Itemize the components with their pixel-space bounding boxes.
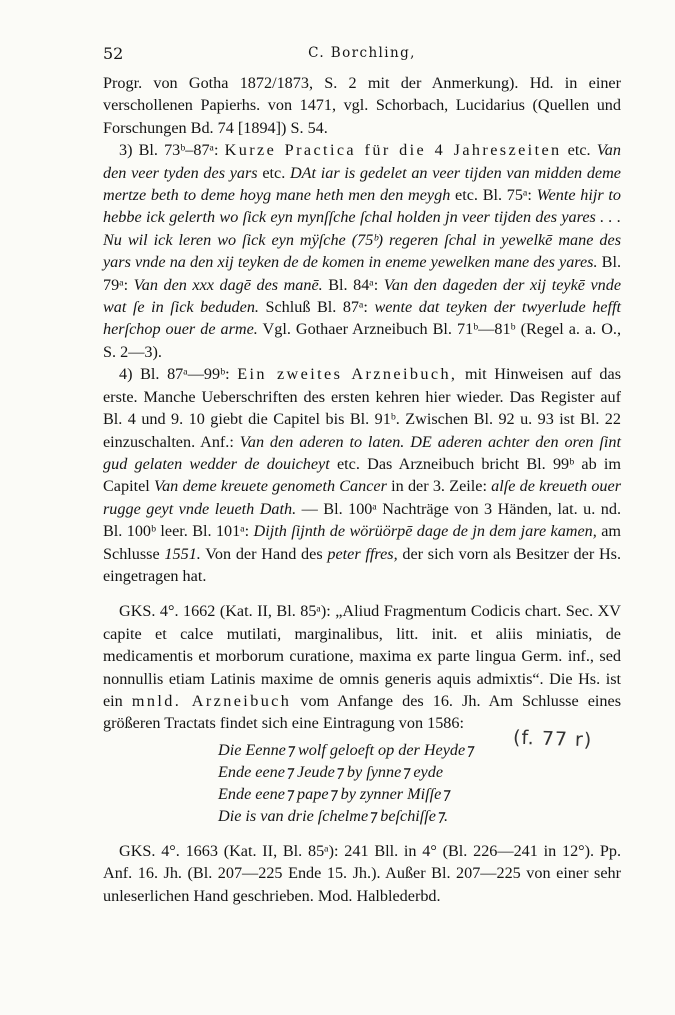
paragraph-1: Progr. von Gotha 1872/1873, S. 2 mit der Anmerkung). Hd. in einer verschollenen Papierhs. von 1471, vgl. Schorbach, Lucidarius (Quellen und Forschungen Bd. 74 [1894]) S. 54.	[103, 74, 621, 137]
verse-quote	[218, 739, 621, 827]
verse-line: Ende eene⁊ pape⁊ by zynner Miſſe⁊	[218, 784, 450, 803]
handwritten-margin-note: (f. 77 r)	[512, 726, 593, 752]
page-header	[103, 44, 621, 66]
paragraph-gks-1663: GKS. 4°. 1663 (Kat. II, Bl. 85ᵃ): 241 Bll. in 4° (Bl. 226—241 in 12°). Pp. Anf. 16. Jh. (Bl. 207—225 Ende 15. Jh.). Außer Bl. 207—225 von einer sehr unleserlichen Hand geschrieben. Mod. Halblederbd.	[103, 841, 621, 905]
paragraph-item-4: 4) Bl. 87ᵃ—99ᵇ: Ein zweites Arzneibuch, mit Hinweisen auf das erste. Manche Ueberschriften des ersten kehren hier wieder. Das Register auf Bl. 4 und 9. 10 giebt die Capitel bis Bl. 91ᵇ. Zwischen Bl. 92 u. 93 ist Bl. 22 einzuschalten. Anf.: Van den aderen to laten. DE aderen achter den oren ſint gud gelaten wedder de douicheyt etc. Das Arzneibuch bricht Bl. 99ᵇ ab im Capitel Van deme kreuete genometh Cancer in der 3. Zeile: alſe de kreueth ouer rugge geyt vnde leueth Dath. — Bl. 100ᵃ Nachträge von 3 Händen, lat. u. nd. Bl. 100ᵇ leer. Bl. 101ᵃ: Dijth ſijnth de wörüörpē dage de jn dem jare kamen, am Schlusse 1551. Von der Hand des peter ffres, der sich vorn als Besitzer der Hs. eingetragen hat.	[103, 365, 622, 585]
page-body	[103, 72, 621, 907]
paragraph-item-3: 3) Bl. 73ᵇ–87ᵃ: Kurze Practica für die 4 Jahreszeiten etc. Van den veer tyden des yars etc. DAt iar is gedelet an veer tijden van midden deme mertze beth to deme hoyg mane heth men den meygh etc. Bl. 75ᵃ: Wente hijr to hebbe ick gelerth wo ſick eyn mynſſche ſchal holden jn veer tijden des yares . . . Nu wil ick leren wo ſick eyn mÿſche (75ᵇ) regeren ſchal in yewelkē mane des yars vnde na den xij teyken de de komen in eneme yewelken mane des yares. Bl. 79ᵃ: Van den xxx dagē des manē. Bl. 84ᵃ: Van den dageden der xij teykē vnde wat ſe in ſick beduden. Schluß Bl. 87ᵃ: wente dat teyken der twyerlude hefft herſchop ouer de arme. Vgl. Gothaer Arzneibuch Bl. 71ᵇ—81ᵇ (Regel a. a. O., S. 2—3).	[103, 141, 622, 361]
paragraph-gks-1662: GKS. 4°. 1662 (Kat. II, Bl. 85ᵃ): „Aliud Fragmentum Codicis chart. Sec. XV capite et calce mutilati, marginalibus, litt. init. et aliis miniatis, de medicamentis et morborum curatione, maxima ex parte lingua Germ. inf., sed nonnullis etiam Latinis maxime de omnis generis aquis admixtis“. Die Hs. ist ein mnld. Arzneibuch vom Anfange des 16. Jh. Am Schlusse eines größeren Tractats findet sich eine Eintragung von 1586:	[103, 602, 621, 733]
verse-line: Ende eene⁊ Jeude⁊ by ſynne⁊ eyde	[218, 762, 444, 781]
running-head: C. Borchling,	[308, 45, 416, 61]
verse-line: Die Eenne⁊ wolf geloeft op der Heyde⁊	[218, 740, 474, 759]
verse-line: Die is van drie ſchelme⁊ beſchiſſe⁊.	[218, 806, 449, 825]
page-number: 52	[103, 44, 124, 63]
